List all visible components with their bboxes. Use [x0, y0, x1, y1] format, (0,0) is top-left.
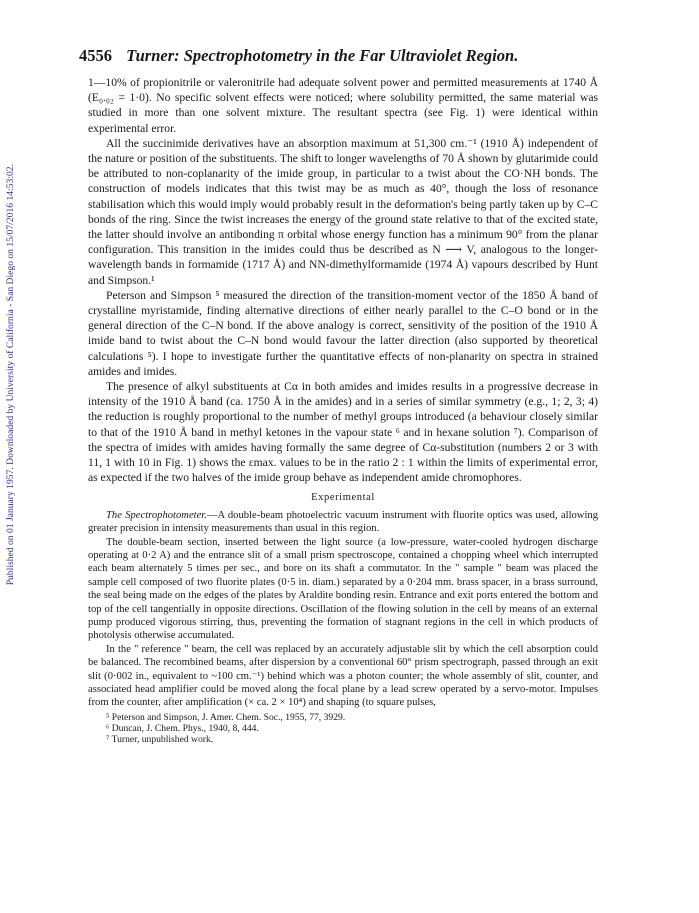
experimental-section	[88, 509, 598, 710]
body-paragraph: 1—10% of propionitrile or valeronitrile had adequate solvent power and permitted measurements at 1740 Å (E₀.₀₂ = 1·0). No specific solvent effects were noticed; where solubility permitted, the same material was studied in more than one solvent mixture. The resultant spectra (see Fig. 1) were identical within experimental error.	[88, 76, 598, 135]
page-number: 4556	[79, 46, 112, 65]
footnotes	[88, 712, 598, 746]
experimental-paragraph	[88, 536, 598, 643]
runin-heading: The Spectrophotometer.	[106, 509, 207, 521]
experimental-paragraph	[88, 643, 598, 710]
download-watermark	[2, 95, 18, 655]
footnote: ⁶ Duncan, J. Chem. Phys., 1940, 8, 444.	[106, 722, 259, 734]
running-header	[79, 46, 627, 68]
experimental-paragraph	[88, 509, 598, 536]
section-heading	[88, 490, 598, 505]
paragraph-text: —A double-beam photoelectric vacuum instrument with fluorite optics was used, allowing greater precision in intensity measurements than usual in this region.	[88, 509, 598, 535]
section-heading-text: Experimental	[311, 492, 375, 504]
footnote: ⁷ Turner, unpublished work.	[106, 734, 214, 746]
article-body	[88, 75, 598, 745]
download-watermark-text: Published on 01 January 1957. Downloaded by University of California - San Diego on 15/07/2016 14:53:02.	[4, 164, 16, 586]
body-paragraph: Peterson and Simpson ⁵ measured the direction of the transition-moment vector of the 1850 Å band of crystalline myristamide, finding alternative directions of either nearly parallel to the C–O bond or in the general direction of the C–N bond. If the above analogy is correct, sensitivity of the position of the 1910 Å imide band to twist about the C–N bond would favour the latter direction (also supported by theoretical calculations ⁵). I hope to investigate further the quantitative effects of non-planarity on spectra in strained amides and imides.	[88, 288, 598, 378]
footnote: ⁵ Peterson and Simpson, J. Amer. Chem. Soc., 1955, 77, 3929.	[106, 711, 346, 723]
paragraph-text: In the " reference " beam, the cell was replaced by an accurately adjustable slit by which the cell absorption could be balanced. The recombined beams, after dispersion by a conventional 60° prism spectrograph, passed through an exit slit (0·002 in., equivalent to ~100 cm.⁻¹) behind which was a photon counter; the whole assembly of slit, counter, and associated head amplifier could be moved along the focal plane by a lead screw operated by a servo-motor. Impulses from the counter, after amplification (× ca. 2 × 10⁴) and shaping (to square pulses,	[88, 643, 598, 709]
running-title: Turner: Spectrophotometry in the Far Ultraviolet Region.	[126, 46, 519, 65]
paragraph-text: The double-beam section, inserted between the light source (a low-pressure, water-cooled hydrogen discharge operating at 0·2 A) and the entrance slit of a small prism spectroscope, contained a chopping wheel which interrupted each beam alternately 5 times per sec., and bore on its shaft a commutator. In the " sample " beam was placed the sample cell composed of two fluorite plates (0·5 in. diam.) separated by a 0·204 mm. brass spacer, in a brass surround, the seal being made on the edges of the plates by Araldite bonding resin. Entrance and exit ports entered the bottom and top of the cell tangentially in opposite directions. Oscillation of the flowing solution in the cell by means of an external pump produced vigorous stirring, thus, preventing the formation of stagnant regions in the cell in which products of photolysis otherwise accumulated.	[88, 536, 598, 642]
body-paragraph: All the succinimide derivatives have an absorption maximum at 51,300 cm.⁻¹ (1910 Å) independent of the nature or position of the substituents. The shift to longer wavelengths of 70 Å shown by glutarimide could be attributed to non-coplanarity of the imide group, in particular to a twist about the CO·NH bonds. The construction of models indicates that this twist may be as much as 40°, though the loss of resonance stabilisation which this would imply would probably result in the deformation's being partly taken up by C–C bonds of the ring. Since the twist increases the energy of the ground state relative to that of the excited state, the latter should involve an antibonding π orbital whose energy function has a minimum 90° from the planar configuration. This transition in the imides could thus be described as N ⟶ V, analogous to the longer-wavelength bands in formamide (1717 Å) and NN-dimethylformamide (1974 Å) vapours described by Hunt and Simpson.¹	[88, 136, 598, 287]
body-paragraph: The presence of alkyl substituents at Cα in both amides and imides results in a progressive decrease in intensity of the 1910 Å band (ca. 1750 Å in the amides) and in a series of similar symmetry (e.g., 1; 2, 3; 4) the reduction is roughly proportional to the number of methyl groups introduced (a behaviour closely similar to that of the 1910 Å band in methyl ketones in the vapour state ⁶ and in hexane solution ⁷). Comparison of the spectra of imides with amides having formally the same degree of Cα-substitution (numbers 2 or 3 with 11, 1 with 10 in Fig. 1) shows the εmax. values to be in the ratio 2 : 1 within the limits of experimental error, as expected if the two halves of the imide group behave as independent amide chromophores.	[88, 380, 598, 485]
